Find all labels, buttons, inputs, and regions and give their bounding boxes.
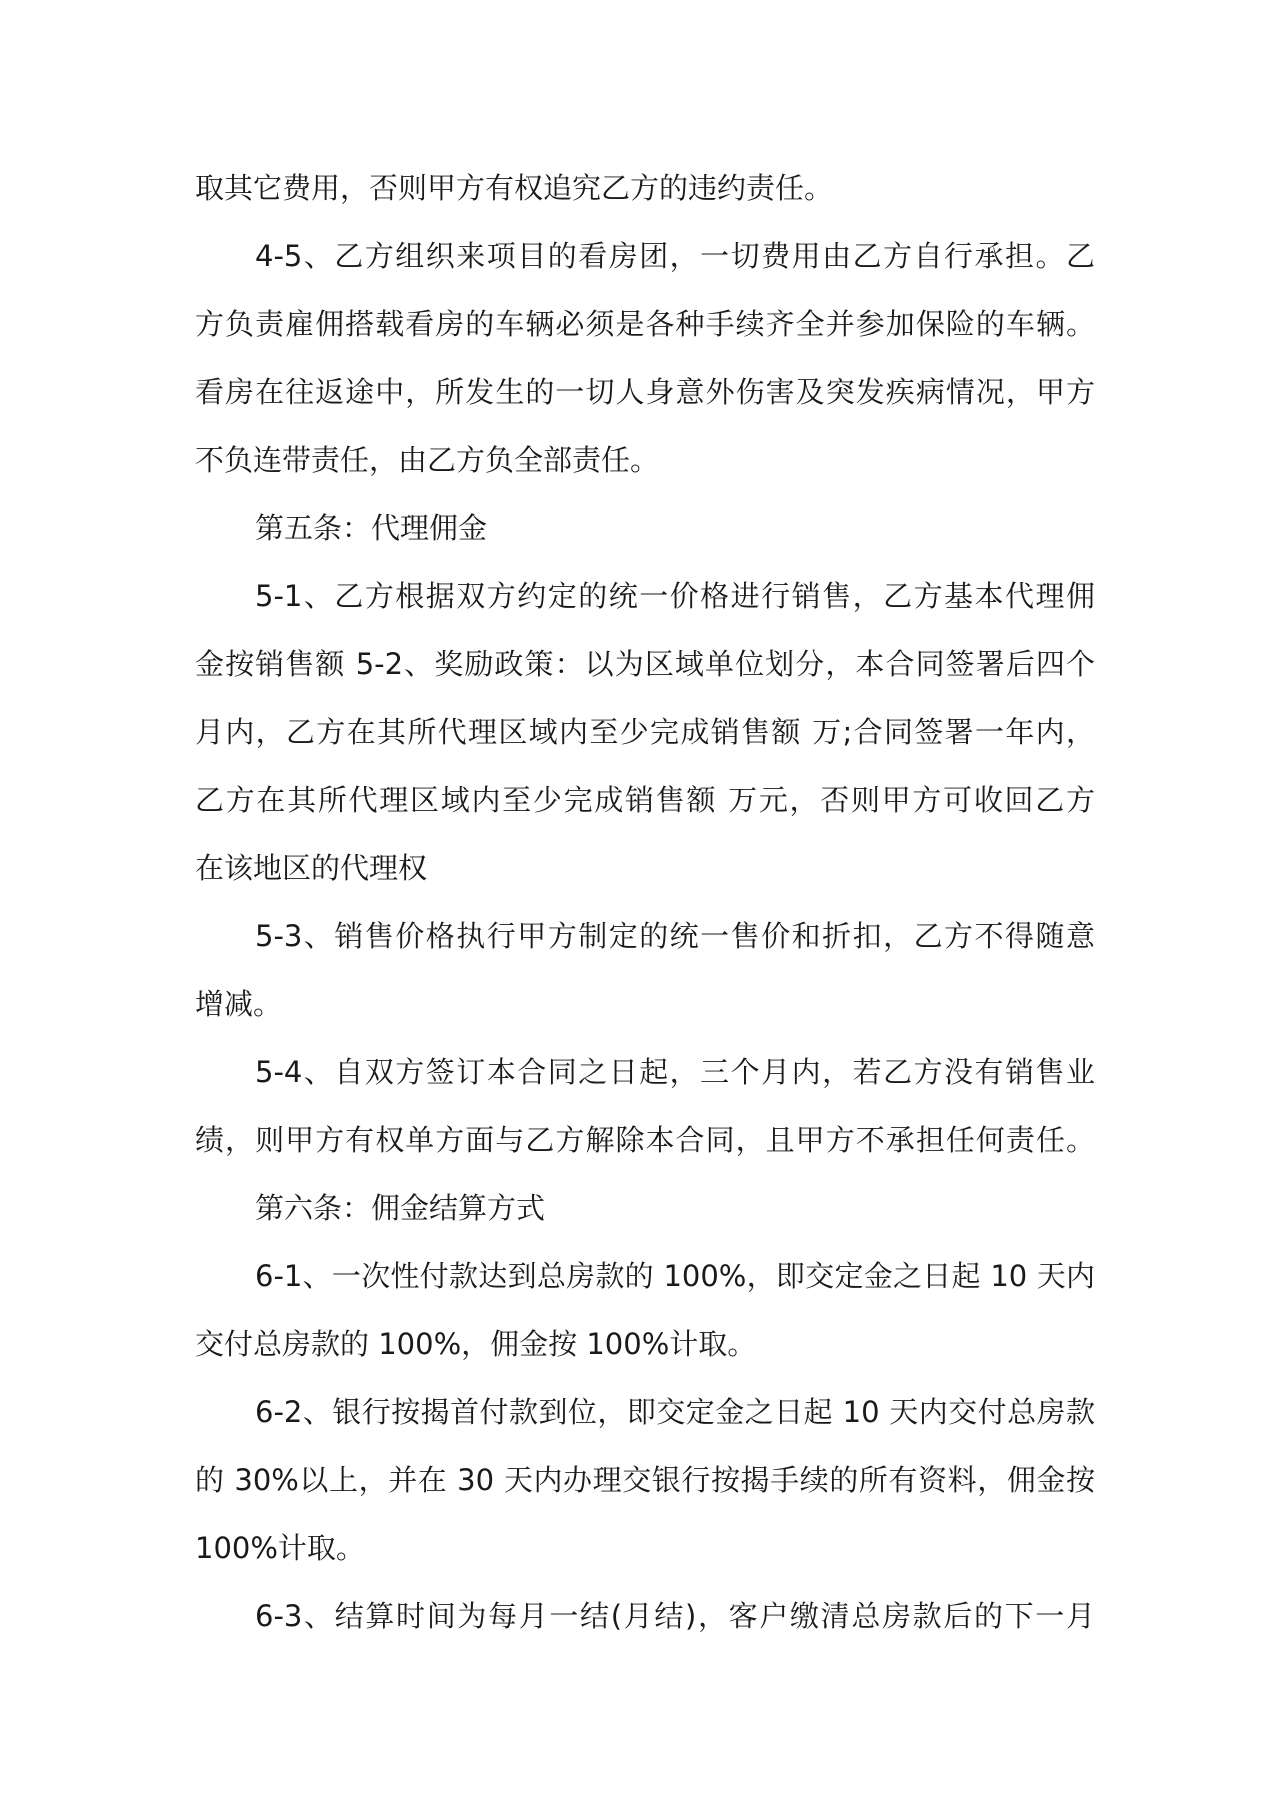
paragraph-line: 看房在往返途中，所发生的一切人身意外伤害及突发疾病情况，甲方 (195, 375, 1095, 409)
paragraph-line: 交付总房款的 100%，佣金按 100%计取。 (195, 1327, 757, 1361)
section-heading-article-6: 第六条：佣金结算方式 (255, 1191, 546, 1225)
section-heading-article-5: 第五条：代理佣金 (255, 511, 488, 545)
clause-6-2-line: 6-2、银行按揭首付款到位，即交定金之日起 10 天内交付总房款 (255, 1395, 1095, 1429)
paragraph-line: 金按销售额 5-2、奖励政策：以为区域单位划分，本合同签署后四个 (195, 647, 1095, 681)
paragraph-line: 方负责雇佣搭载看房的车辆必须是各种手续齐全并参加保险的车辆。 (195, 307, 1095, 341)
clause-6-3-line: 6-3、结算时间为每月一结(月结)，客户缴清总房款后的下一月 (255, 1599, 1095, 1633)
paragraph-line: 100%计取。 (195, 1531, 365, 1565)
paragraph-line: 不负连带责任，由乙方负全部责任。 (195, 443, 660, 477)
clause-5-1-line: 5-1、乙方根据双方约定的统一价格进行销售，乙方基本代理佣 (255, 579, 1095, 613)
paragraph-line: 增减。 (195, 987, 283, 1021)
clause-5-3-line: 5-3、销售价格执行甲方制定的统一售价和折扣，乙方不得随意 (255, 919, 1095, 953)
paragraph-line: 绩，则甲方有权单方面与乙方解除本合同，且甲方不承担任何责任。 (195, 1123, 1095, 1157)
paragraph-line: 在该地区的代理权 (195, 851, 428, 885)
paragraph-line: 乙方在其所代理区域内至少完成销售额 万元，否则甲方可收回乙方 (195, 783, 1095, 817)
clause-6-1-line: 6-1、一次性付款达到总房款的 100%，即交定金之日起 10 天内 (255, 1259, 1095, 1293)
clause-4-5-line: 4-5、乙方组织来项目的看房团，一切费用由乙方自行承担。乙 (255, 239, 1095, 273)
paragraph-line: 月内，乙方在其所代理区域内至少完成销售额 万;合同签署一年内， (195, 715, 1095, 749)
paragraph-line: 的 30%以上，并在 30 天内办理交银行按揭手续的所有资料，佣金按 (195, 1463, 1095, 1497)
clause-5-4-line: 5-4、自双方签订本合同之日起，三个月内，若乙方没有销售业 (255, 1055, 1095, 1089)
paragraph-line: 取其它费用，否则甲方有权追究乙方的违约责任。 (195, 171, 834, 205)
